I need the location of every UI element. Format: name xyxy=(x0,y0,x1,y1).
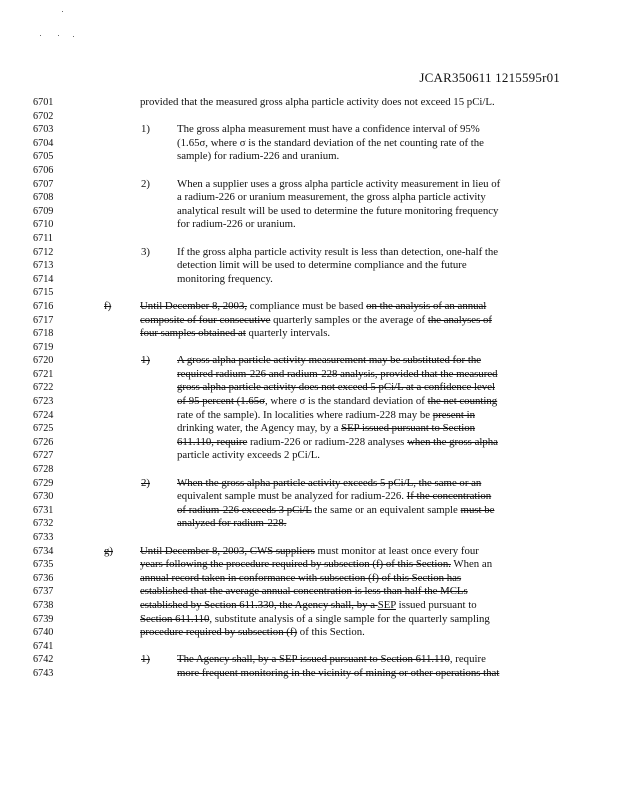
text-line xyxy=(0,327,619,341)
scan-speck xyxy=(62,11,63,12)
text-line xyxy=(0,490,619,504)
text-run: When an xyxy=(450,558,493,571)
line-number: 6732 xyxy=(33,518,54,530)
line-number: 6711 xyxy=(33,232,53,244)
line-number: 6728 xyxy=(33,464,54,476)
line-number: 6737 xyxy=(33,586,54,598)
line-number: 6725 xyxy=(33,423,54,435)
text-line xyxy=(0,341,619,355)
text-run: If the gross alpha particle activity result is less than detection, one-half the xyxy=(177,245,499,258)
text-line xyxy=(0,572,619,586)
text-run: (1.65σ, where σ is the standard deviation of the net counting rate of the xyxy=(177,136,484,149)
text-run: sample) for radium-226 and uranium. xyxy=(177,150,340,163)
text-line xyxy=(0,150,619,164)
line-number: 6708 xyxy=(33,192,54,204)
text-run: equivalent sample must be analyzed for radium-226. xyxy=(177,490,407,503)
underlined-text: SEP xyxy=(377,598,396,611)
line-text xyxy=(177,436,498,450)
subsection-label: 3) xyxy=(141,245,150,258)
line-number: 6731 xyxy=(33,504,54,516)
text-run: provided that the measured gross alpha particle activity does not exceed 15 pCi/L. xyxy=(140,96,495,108)
text-run: quarterly samples or the average of xyxy=(270,313,428,326)
text-line xyxy=(0,517,619,531)
struck-text: four samples obtained at xyxy=(140,327,246,340)
line-number: 6706 xyxy=(33,164,54,176)
line-number: 6720 xyxy=(33,355,54,367)
subsection-label: 2) xyxy=(141,476,150,489)
line-text xyxy=(177,504,494,518)
text-line xyxy=(0,409,619,423)
text-line xyxy=(0,232,619,246)
text-line xyxy=(0,300,619,314)
text-run: quarterly intervals. xyxy=(245,327,331,340)
line-number: 6730 xyxy=(33,491,54,503)
text-line xyxy=(0,381,619,395)
subsection-label: 2) xyxy=(141,177,150,190)
text-line xyxy=(0,640,619,654)
struck-text: When the gross alpha particle activity exceeds 5 pCi/L, xyxy=(177,476,419,489)
line-text xyxy=(177,517,286,531)
struck-text: The Agency shall, by a SEP issued pursuant to Section 611.110 xyxy=(177,653,450,666)
struck-text: gross alpha particle activity does not exceed 5 pCi/L at a confidence level xyxy=(177,381,495,394)
line-text xyxy=(140,327,330,341)
text-run: , require xyxy=(449,653,486,666)
text-line xyxy=(0,504,619,518)
text-line xyxy=(0,191,619,205)
text-line xyxy=(0,246,619,260)
line-number: 6742 xyxy=(33,654,54,666)
subsection-label: 1) xyxy=(141,354,150,367)
text-run: , substitute analysis of a single sample for the quarterly sampling xyxy=(209,612,490,625)
struck-text: established that the average annual concentration is less than half the MCLs xyxy=(140,585,468,598)
text-line xyxy=(0,436,619,450)
text-line xyxy=(0,477,619,491)
line-number: 6702 xyxy=(33,110,54,122)
text-run: rate of the sample). In localities where radium-228 may be xyxy=(177,408,433,421)
line-text xyxy=(177,395,497,409)
line-text xyxy=(140,545,479,559)
struck-text: years following the procedure required by subsection (f) of this Section. xyxy=(140,558,451,571)
text-run: monitoring frequency. xyxy=(177,272,273,285)
text-run: When a supplier uses a gross alpha particle activity measurement in lieu of xyxy=(177,177,501,190)
text-run: a radium-226 or uranium measurement, the gross alpha particle activity xyxy=(177,191,486,204)
line-number: 6735 xyxy=(33,559,54,571)
line-number: 6712 xyxy=(33,246,54,258)
text-line xyxy=(0,449,619,463)
text-line xyxy=(0,137,619,151)
text-line xyxy=(0,368,619,382)
struck-text: procedure required by subsection (f) xyxy=(140,626,298,639)
struck-text: annual record taken in conformance with subsection (f) of this Section has xyxy=(140,571,462,584)
text-line xyxy=(0,558,619,572)
text-line xyxy=(0,531,619,545)
line-number: 6727 xyxy=(33,450,54,462)
line-text xyxy=(177,409,475,423)
line-text xyxy=(177,259,467,273)
line-text xyxy=(140,626,365,640)
line-number: 6710 xyxy=(33,219,54,231)
text-line xyxy=(0,205,619,219)
line-number: 6707 xyxy=(33,178,54,190)
line-text xyxy=(140,300,486,314)
struck-text: the net counting xyxy=(427,395,498,408)
text-line xyxy=(0,545,619,559)
text-line xyxy=(0,273,619,287)
line-number: 6721 xyxy=(33,368,54,380)
text-line xyxy=(0,667,619,681)
line-text xyxy=(140,613,490,627)
struck-text: must be xyxy=(460,503,495,516)
subsection-label: g) xyxy=(104,544,113,557)
subsection-label: 1) xyxy=(141,123,150,136)
line-number: 6741 xyxy=(33,640,54,652)
struck-text: established by Section 611.330, the Agency shall, by a xyxy=(140,598,378,611)
line-text xyxy=(140,558,492,572)
scan-speck xyxy=(73,36,74,37)
text-line xyxy=(0,178,619,192)
text-line xyxy=(0,110,619,124)
line-text xyxy=(177,218,296,232)
text-run: must monitor at least once every four xyxy=(314,544,479,557)
subsection-label: 1) xyxy=(141,653,150,666)
line-number: 6724 xyxy=(33,409,54,421)
line-text xyxy=(177,449,320,463)
struck-text: required radium-226 and radium-228 analysis xyxy=(177,367,375,380)
line-number: 6723 xyxy=(33,396,54,408)
line-number: 6703 xyxy=(33,124,54,136)
text-run: the same or an equivalent sample xyxy=(311,503,461,516)
struck-text: Section 611.110 xyxy=(140,612,210,625)
text-line xyxy=(0,395,619,409)
text-run: detection limit will be used to determine compliance and the future xyxy=(177,259,467,272)
text-run: The gross alpha measurement must have a confidence interval of 95% xyxy=(177,123,480,136)
line-text xyxy=(177,123,480,137)
subsection-label: f) xyxy=(104,299,112,312)
struck-text: when the gross alpha xyxy=(407,435,498,448)
line-number: 6701 xyxy=(33,97,54,108)
line-text xyxy=(140,585,468,599)
line-text xyxy=(177,205,498,219)
line-number: 6739 xyxy=(33,613,54,625)
line-number: 6717 xyxy=(33,314,54,326)
line-number: 6709 xyxy=(33,205,54,217)
line-number: 6733 xyxy=(33,532,54,543)
text-run: particle activity exceeds 2 pCi/L. xyxy=(177,449,321,462)
line-number: 6734 xyxy=(33,545,54,557)
line-text xyxy=(177,137,484,151)
struck-text: 611.110, require xyxy=(177,435,248,448)
line-text xyxy=(177,477,481,491)
text-line xyxy=(0,422,619,436)
struck-text: Until December 8, 2003, xyxy=(140,299,248,312)
line-number: 6714 xyxy=(33,273,54,285)
text-line xyxy=(0,585,619,599)
line-number: 6740 xyxy=(33,627,54,639)
scan-speck xyxy=(40,35,41,36)
line-text xyxy=(177,667,499,681)
struck-text: present in xyxy=(432,408,476,421)
line-number: 6738 xyxy=(33,599,54,611)
text-line xyxy=(0,123,619,137)
line-text xyxy=(177,422,475,436)
line-text xyxy=(177,490,491,504)
text-line xyxy=(0,286,619,300)
text-line xyxy=(0,218,619,232)
text-run: of this Section. xyxy=(297,626,365,639)
struck-text: analyzed for radium-228. xyxy=(177,517,287,530)
line-text xyxy=(177,246,498,260)
struck-text: If the concentration xyxy=(406,490,492,503)
struck-text: the same or an xyxy=(418,476,482,489)
text-run: drinking water, the Agency may, by a xyxy=(177,422,342,435)
line-text xyxy=(177,273,273,287)
struck-text: composite of four consecutive xyxy=(140,313,271,326)
line-text xyxy=(177,368,498,382)
text-line xyxy=(0,653,619,667)
struck-text: more frequent monitoring in the vicinity of mining or other operations that xyxy=(177,666,500,679)
line-number: 6736 xyxy=(33,572,54,584)
line-text xyxy=(177,381,495,395)
text-line xyxy=(0,164,619,178)
line-number: 6729 xyxy=(33,477,54,489)
line-number: 6715 xyxy=(33,287,54,299)
struck-text: on the analysis of an annual xyxy=(366,299,487,312)
line-number: 6726 xyxy=(33,436,54,448)
line-number: 6704 xyxy=(33,137,54,149)
text-run: , where σ is the standard deviation of xyxy=(264,395,428,408)
line-text xyxy=(177,150,339,164)
text-line xyxy=(0,314,619,328)
struck-text: A gross alpha particle activity measurement may be substituted for the xyxy=(177,354,482,367)
text-run: issued pursuant to xyxy=(395,598,477,611)
struck-text: of 95 percent (1.65σ xyxy=(177,395,265,408)
line-number: 6719 xyxy=(33,341,54,353)
line-number: 6716 xyxy=(33,300,54,312)
struck-text: SEP issued pursuant to Section xyxy=(341,422,476,435)
document-body xyxy=(0,96,619,681)
text-run: radium-226 or radium-228 analyses xyxy=(247,435,408,448)
text-run: compliance must be based xyxy=(247,299,367,312)
text-run: analytical result will be used to determine the future monitoring frequency xyxy=(177,204,499,217)
struck-text: the analyses of xyxy=(427,313,492,326)
line-text xyxy=(177,653,486,667)
text-line xyxy=(0,259,619,273)
line-text xyxy=(140,599,477,613)
struck-text: , provided that the measured xyxy=(374,367,498,380)
line-text xyxy=(140,572,461,586)
struck-text: Until December 8, 2003, CWS suppliers xyxy=(140,544,315,557)
line-number: 6705 xyxy=(33,151,54,163)
line-text xyxy=(140,314,492,328)
text-line xyxy=(0,613,619,627)
text-line xyxy=(0,463,619,477)
text-line xyxy=(0,599,619,613)
line-number: 6722 xyxy=(33,382,54,394)
line-text xyxy=(177,191,486,205)
line-text xyxy=(140,96,495,110)
line-number: 6743 xyxy=(33,667,54,679)
text-line xyxy=(0,626,619,640)
text-line xyxy=(0,354,619,368)
text-run: for radium-226 or uranium. xyxy=(177,218,296,231)
line-text xyxy=(177,354,481,368)
line-number: 6718 xyxy=(33,328,54,340)
text-line xyxy=(0,96,619,110)
scan-speck xyxy=(58,35,59,36)
struck-text: of radium-226 exceeds 3 pCi/L xyxy=(177,503,312,516)
document-id-header: JCAR350611 1215595r01 xyxy=(419,70,560,85)
line-text xyxy=(177,178,500,192)
line-number: 6713 xyxy=(33,260,54,272)
